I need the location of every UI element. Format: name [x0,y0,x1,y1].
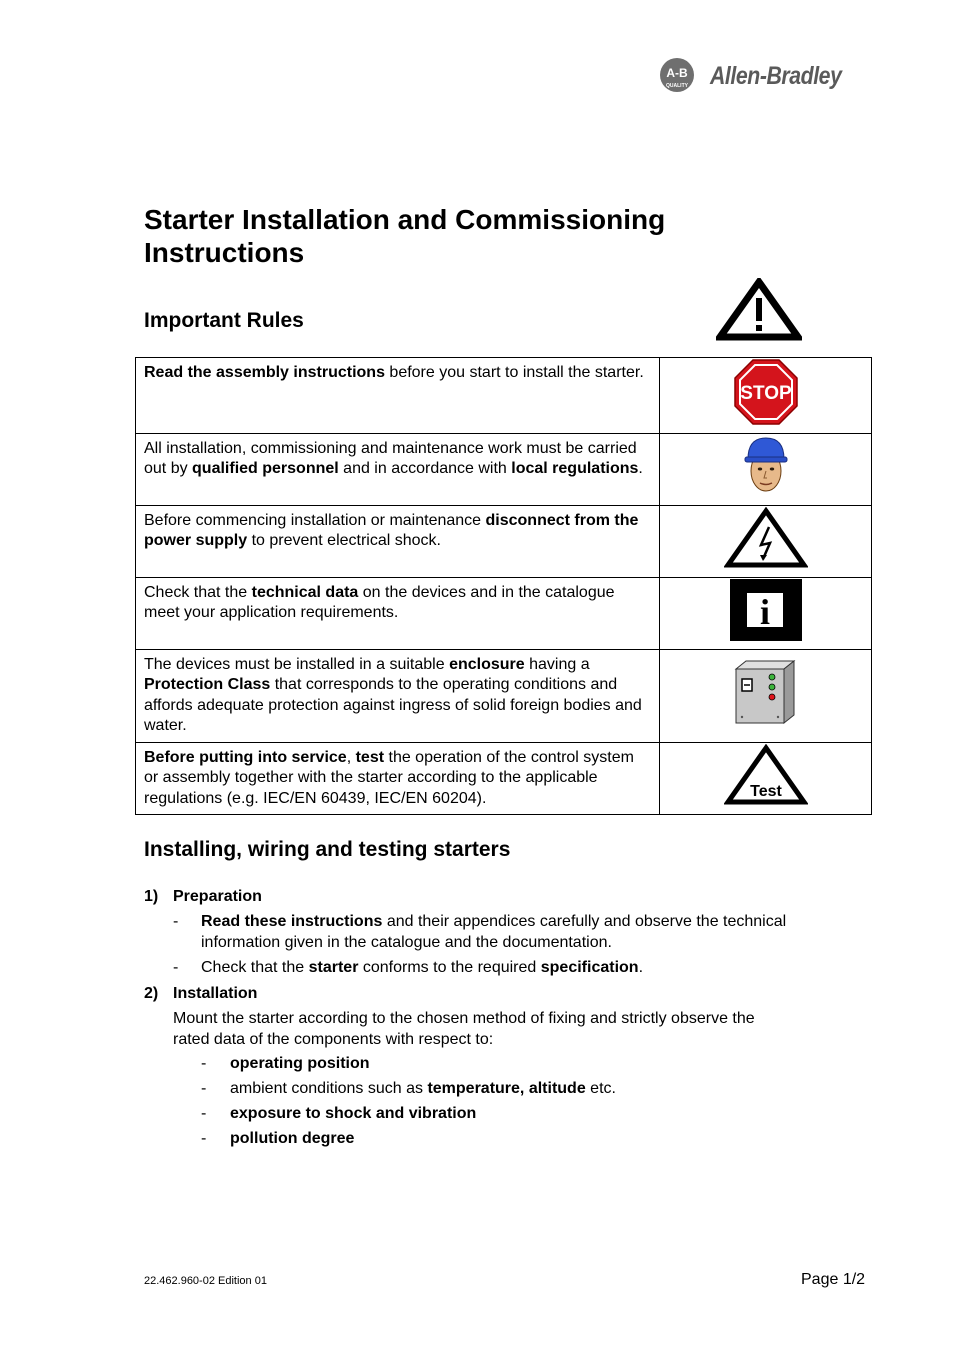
section-heading-installing: Installing, wiring and testing starters [144,838,511,861]
rule-row [136,505,872,577]
item-number: 1) [144,888,159,905]
allen-bradley-logo [660,58,875,96]
bold-text: enclosure [449,655,525,673]
list-item [230,1079,790,1100]
text-run: to prevent electrical shock. [247,532,441,549]
bold-text: Before putting into service [144,748,347,766]
bold-text: local regulations [511,460,639,477]
bold-text: specification [540,959,639,976]
list-item [230,1104,790,1125]
item-number: 2) [144,985,159,1002]
rule-icon-cell [660,577,872,649]
hard-hat-worker-icon [743,435,789,497]
rule-text [136,358,660,434]
bullet-dash: - [173,959,179,976]
bold-text: qualified personnel [192,460,339,477]
text-run: All installation, commissioning and maintenance work must be carried out by [144,439,637,477]
text-run: before you start to install the starter. [384,364,644,381]
bullet-dash: - [201,1055,207,1072]
bold-text: Protection Class [144,676,271,693]
page-title: Starter Installation and Commissioning Instructions [144,204,666,268]
list-item [230,1129,790,1150]
text-run: The devices must be installed in a suitable [144,655,450,673]
text-run: the operation of the control system or assembly together with the starter according to the applicable regulations (e.g. IEC/EN 60439, IEC/EN 60204). [144,748,634,807]
text-run: Check that the [201,959,309,976]
text-run: . [638,460,643,477]
document-id: 22.462.960-02 Edition 01 [144,1275,267,1287]
text-run: and their appendices carefully and observe the technical information given in the catalogue and the documentation. [201,913,787,951]
text-run: conforms to the required [358,959,541,976]
svg-text:Test: Test [749,782,782,800]
rule-row [136,577,872,649]
test-warning-icon [724,744,808,806]
stop-sign-icon [733,358,799,426]
text-run: Check that the [144,583,252,601]
bold-text: test [355,748,385,766]
rule-text [136,577,660,649]
bold-text: starter [308,959,359,976]
bold-text: operating position [230,1055,370,1072]
list-item [201,958,801,979]
bold-text: exposure to shock and vibration [230,1105,477,1122]
rule-text [136,433,660,505]
item-title-installation: Installation [173,985,258,1002]
ab-badge-icon: A-B QUALITY [660,58,694,92]
bullet-dash: - [173,913,179,930]
section-heading-important-rules: Important Rules [144,309,304,332]
bold-text: Read these instructions [201,913,383,930]
bullet-dash: - [201,1130,207,1147]
enclosure-cabinet-icon [734,657,798,727]
warning-exclamation-icon [716,278,802,341]
text-run: etc. [585,1080,616,1097]
bold-text: temperature, altitude [427,1080,586,1097]
rule-icon-cell [660,433,872,505]
text-run: and in accordance with [338,460,512,477]
text-run: that corresponds to the operating conditions and affords adequate protection against ingress of solid foreign bodies and water. [144,676,642,734]
rule-row [136,649,872,742]
text-run: ambient conditions such as [230,1080,428,1097]
important-rules-table [135,357,872,815]
info-icon [729,578,803,642]
rule-icon-cell [660,649,872,742]
bullet-dash: - [201,1105,207,1122]
rule-row [136,358,872,434]
list-item [201,912,801,953]
rule-text [136,742,660,814]
text-run: having a [524,655,590,673]
rule-icon-cell [660,358,872,434]
text-run: , [346,748,356,766]
text-run: . [638,959,644,976]
svg-text:STOP: STOP [739,383,792,404]
text-run: Before commencing installation or maintenance [144,511,486,529]
rule-text [136,649,660,742]
installation-intro: Mount the starter according to the chosen method of fixing and strictly observe the rated data of the components with respect to: [173,1010,755,1048]
rule-row [136,433,872,505]
rule-row [136,742,872,814]
rule-text [136,505,660,577]
text-run: on the devices and in the catalogue meet your application requirements. [144,583,615,621]
bullet-dash: - [201,1080,207,1097]
brand-name: Allen-Bradley [710,62,842,90]
rule-icon-cell [660,505,872,577]
page-number: Page 1/2 [801,1271,866,1288]
item-title-preparation: Preparation [173,888,262,905]
svg-text:i: i [759,591,770,632]
rule-icon-cell [660,742,872,814]
bold-text: Read the assembly instructions [144,364,385,381]
electrical-hazard-icon [724,507,808,569]
bold-text: technical data [251,583,359,601]
bold-text: pollution degree [230,1130,355,1147]
list-item [230,1054,790,1075]
bold-text: disconnect from the power supply [144,511,639,549]
